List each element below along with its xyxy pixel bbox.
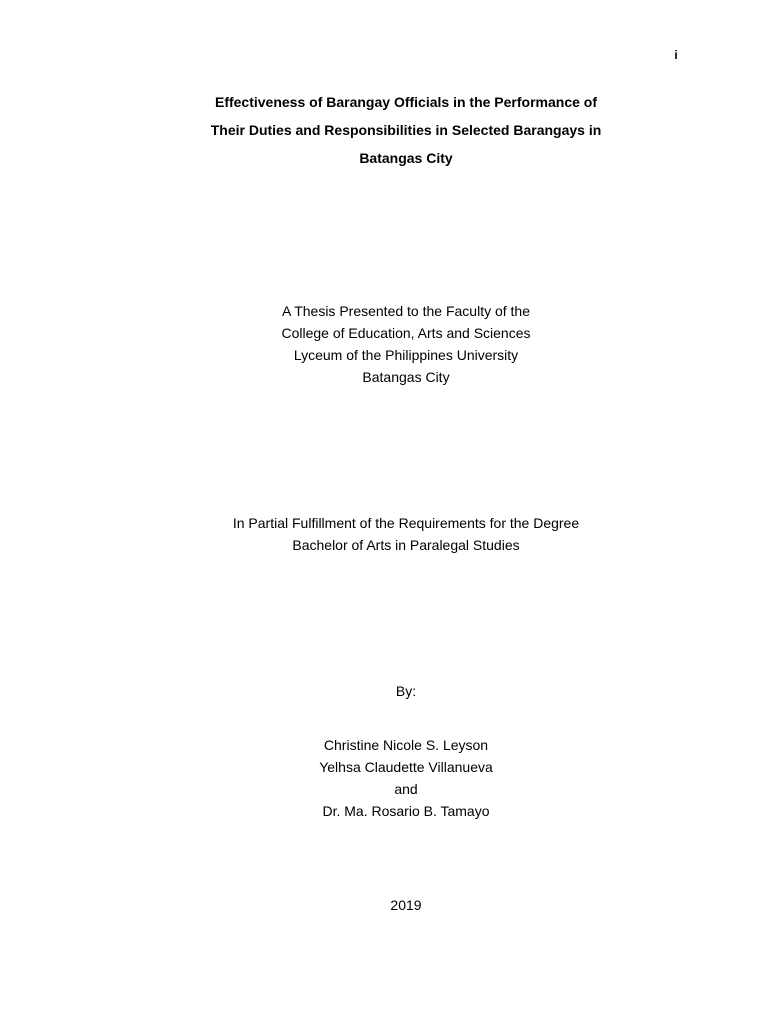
thesis-line-2: College of Education, Arts and Sciences xyxy=(281,325,531,341)
author-conjunction: and xyxy=(394,781,418,797)
year: 2019 xyxy=(390,897,422,913)
by-label-block xyxy=(150,680,662,702)
author-3: Dr. Ma. Rosario B. Tamayo xyxy=(322,803,490,819)
by-label: By: xyxy=(395,683,417,699)
title-line-2: Their Duties and Responsibilities in Selected Barangays in xyxy=(210,122,602,138)
page-number: i xyxy=(674,48,678,62)
author-1: Christine Nicole S. Leyson xyxy=(323,737,489,753)
title-line-3: Batangas City xyxy=(359,150,453,166)
title-line-1: Effectiveness of Barangay Officials in the Performance of xyxy=(214,94,597,110)
fulfillment-statement xyxy=(150,512,662,556)
thesis-line-1: A Thesis Presented to the Faculty of the xyxy=(282,303,530,319)
fulfillment-line-1: In Partial Fulfillment of the Requirements for the Degree xyxy=(232,515,580,531)
thesis-statement xyxy=(150,300,662,388)
thesis-line-3: Lyceum of the Philippines University xyxy=(293,347,519,363)
thesis-title xyxy=(150,88,662,172)
author-2: Yelhsa Claudette Villanueva xyxy=(319,759,493,775)
authors-list xyxy=(150,734,662,822)
fulfillment-line-2: Bachelor of Arts in Paralegal Studies xyxy=(292,537,520,553)
thesis-line-4: Batangas City xyxy=(362,369,450,385)
year-block xyxy=(150,894,662,916)
